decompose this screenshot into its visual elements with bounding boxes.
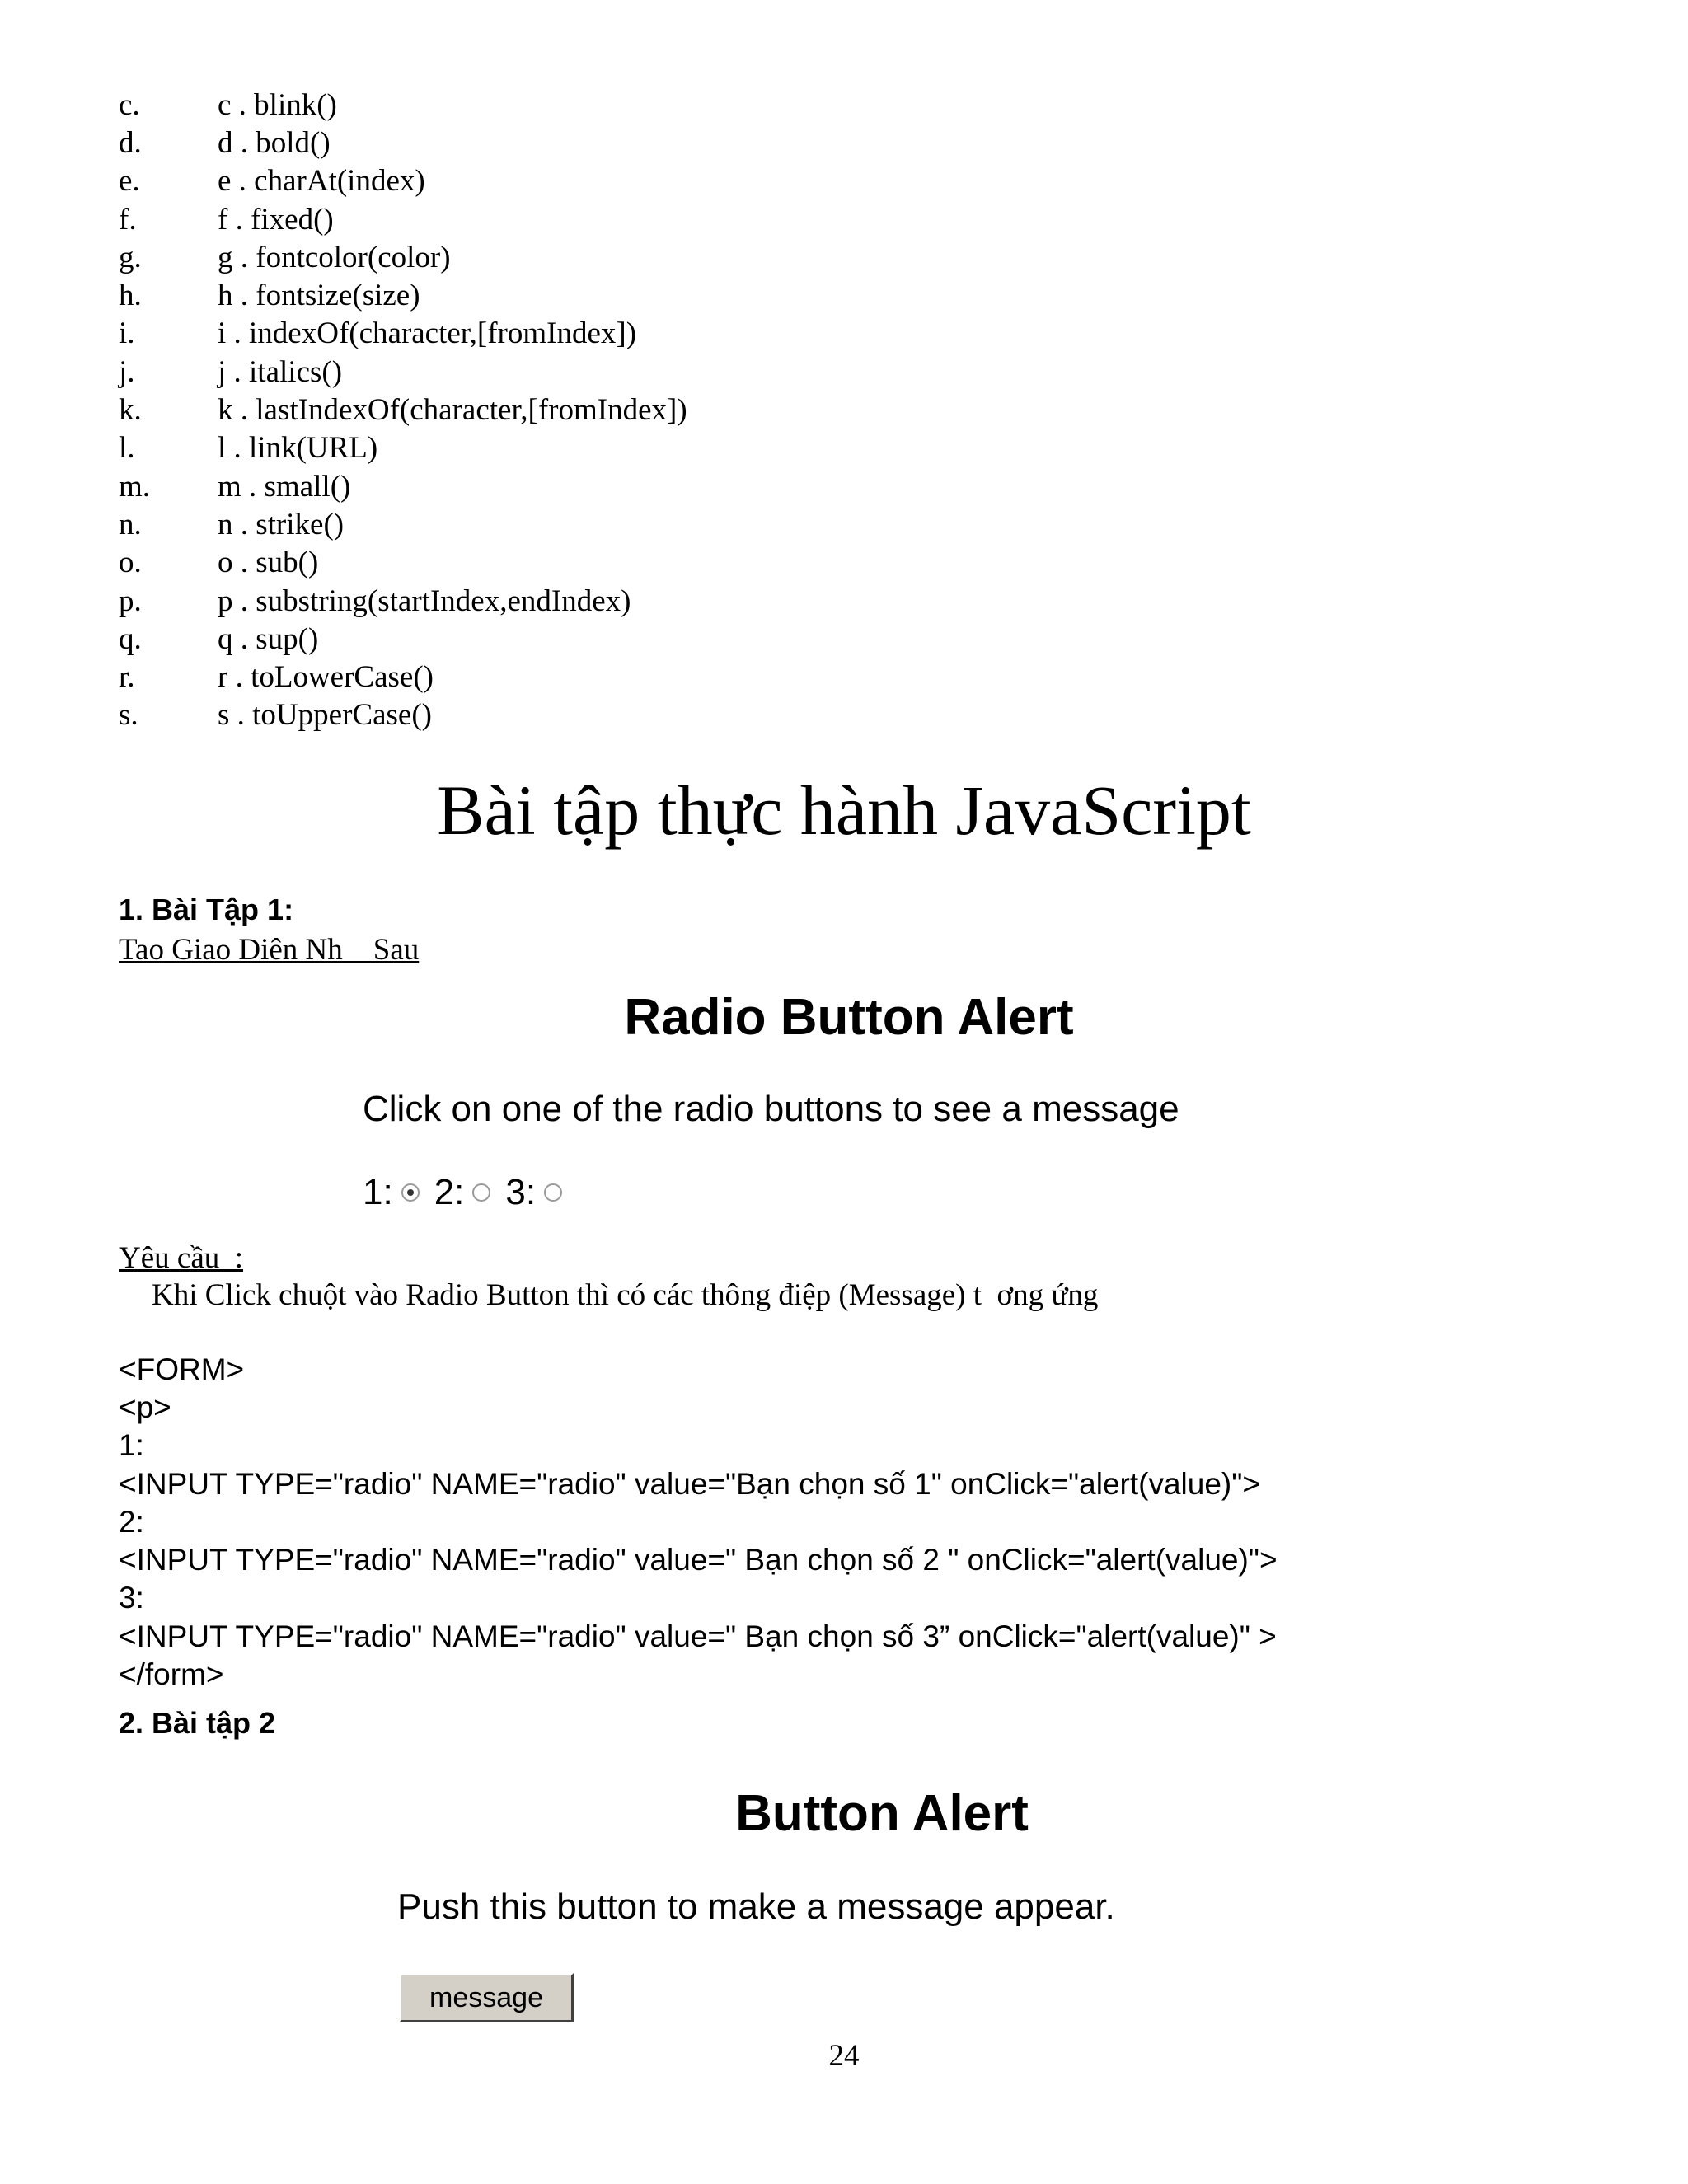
code-line: <p> xyxy=(119,1390,171,1424)
list-item xyxy=(119,200,860,238)
list-item-method: j . italics() xyxy=(218,354,343,389)
radio-label: 1: xyxy=(363,1172,393,1212)
list-item-method: d . bold() xyxy=(218,125,331,160)
list-item-method: q . sup() xyxy=(218,621,319,656)
radio-label: 2: xyxy=(434,1172,465,1212)
list-item xyxy=(119,86,860,124)
list-item xyxy=(119,582,860,620)
list-item-method: c . blink() xyxy=(218,87,337,122)
page-title: Bài tập thực hành JavaScript xyxy=(437,771,1251,850)
list-item-letter: q. xyxy=(119,621,142,656)
list-item xyxy=(119,238,860,276)
code-line: 3: xyxy=(119,1581,144,1615)
list-item-method: i . indexOf(character,[fromIndex]) xyxy=(218,316,637,351)
list-item-method: m . small() xyxy=(218,469,351,504)
list-item xyxy=(119,353,860,391)
list-item-letter: m. xyxy=(119,469,151,504)
radio-option-1[interactable] xyxy=(401,1183,420,1202)
message-button[interactable]: message xyxy=(399,1973,574,2022)
list-item-letter: d. xyxy=(119,125,142,160)
screenshot-title: Button Alert xyxy=(735,1785,1029,1842)
button-alert-screenshot xyxy=(396,1747,1286,2027)
list-item-letter: r. xyxy=(119,660,135,695)
code-line: <FORM> xyxy=(119,1352,245,1386)
list-item-letter: f. xyxy=(119,202,137,237)
exercise-1-heading: 1. Bài Tập 1: xyxy=(119,893,294,926)
radio-option-3[interactable] xyxy=(544,1183,562,1202)
list-item xyxy=(119,276,860,314)
list-item-letter: j. xyxy=(119,354,135,389)
screenshot-title: Radio Button Alert xyxy=(624,989,1074,1046)
list-item xyxy=(119,696,860,734)
code-block xyxy=(119,1350,1569,1694)
requirement-text: Khi Click chuột vào Radio Button thì có các thông điệp (Message) t ơng ứng xyxy=(152,1278,1099,1312)
list-item-method: s . toUpperCase() xyxy=(218,698,432,733)
code-line: 2: xyxy=(119,1504,144,1539)
code-line: <INPUT TYPE="radio" NAME="radio" value=" Bạn chọn số 2 " onClick="alert(value)"> xyxy=(119,1543,1278,1577)
list-item-letter: o. xyxy=(119,546,142,580)
radio-option-2[interactable] xyxy=(472,1183,490,1202)
screenshot-instruction: Push this button to make a message appear. xyxy=(397,1886,1115,1927)
exercise-1-subheading: Tao Giao Diên Nh Sau xyxy=(119,933,420,967)
list-item-method: e . charAt(index) xyxy=(218,164,425,199)
list-item-method: p . substring(startIndex,endIndex) xyxy=(218,583,631,618)
list-item-method: k . lastIndexOf(character,[fromIndex]) xyxy=(218,393,687,428)
list-item-letter: n. xyxy=(119,507,142,541)
list-item-letter: s. xyxy=(119,698,138,733)
code-line: </form> xyxy=(119,1657,224,1692)
string-method-list xyxy=(119,86,860,734)
list-item xyxy=(119,315,860,353)
list-item xyxy=(119,124,860,162)
list-item-letter: p. xyxy=(119,583,142,618)
list-item xyxy=(119,429,860,467)
list-item xyxy=(119,620,860,658)
list-item xyxy=(119,658,860,696)
list-item-method: h . fontsize(size) xyxy=(218,279,420,313)
code-line: 1: xyxy=(119,1428,144,1463)
list-item xyxy=(119,544,860,582)
list-item xyxy=(119,391,860,429)
list-item-letter: i. xyxy=(119,316,135,351)
list-item-method: r . toLowerCase() xyxy=(218,660,434,695)
radio-label: 3: xyxy=(505,1172,537,1212)
list-item-letter: c. xyxy=(119,87,140,122)
list-item-letter: k. xyxy=(119,393,142,428)
list-item-letter: e. xyxy=(119,164,140,199)
list-item-letter: l. xyxy=(119,431,135,466)
radio-button-alert-screenshot xyxy=(354,972,1343,1236)
list-item-method: o . sub() xyxy=(218,546,319,580)
list-item xyxy=(119,162,860,200)
radio-group xyxy=(363,1174,577,1211)
list-item-method: f . fixed() xyxy=(218,202,334,237)
exercise-2-heading: 2. Bài tập 2 xyxy=(119,1706,276,1740)
list-item-method: n . strike() xyxy=(218,507,345,541)
screenshot-instruction: Click on one of the radio buttons to see a message xyxy=(363,1089,1179,1129)
code-line: <INPUT TYPE="radio" NAME="radio" value="Bạn chọn số 1" onClick="alert(value)"> xyxy=(119,1466,1260,1501)
requirement-label: Yêu cầu : xyxy=(119,1241,244,1275)
list-item xyxy=(119,467,860,505)
code-line: <INPUT TYPE="radio" NAME="radio" value=" Bạn chọn số 3” onClick="alert(value)" > xyxy=(119,1619,1277,1653)
list-item-method: g . fontcolor(color) xyxy=(218,240,451,274)
list-item xyxy=(119,505,860,543)
page-number: 24 xyxy=(828,2039,860,2073)
list-item-letter: g. xyxy=(119,240,142,274)
list-item-method: l . link(URL) xyxy=(218,431,378,466)
list-item-letter: h. xyxy=(119,279,142,313)
